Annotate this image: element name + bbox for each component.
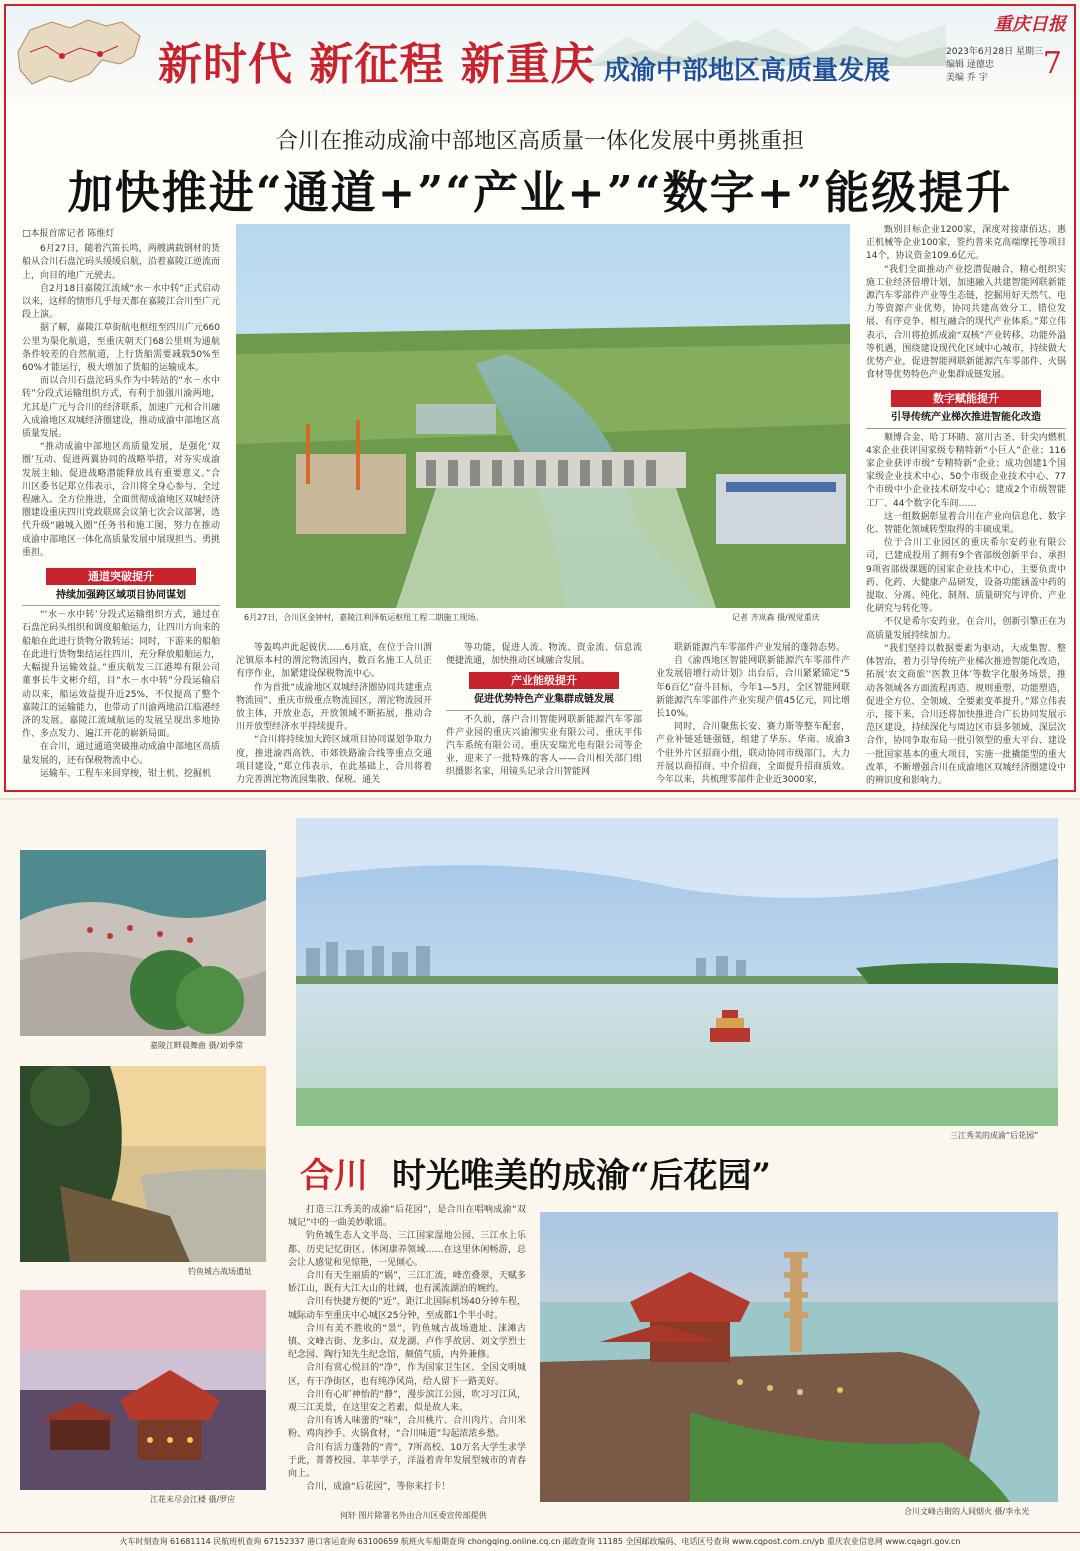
paragraph: 合川有快捷方便的“近”，距江北国际机场40分钟车程，城际动车至重庆中心城区25分钟，至成都1个半小时。 bbox=[288, 1297, 526, 1321]
section-banner: 产业能级提升 bbox=[469, 672, 619, 689]
issue-info bbox=[946, 46, 1043, 85]
paragraph: 作为首批“成渝地区双城经济圈协同共建重点物流园”、重庆市级重点物流园区，渭沱物流园开放主体，开放业态，开放领域不断拓展，推动合川开放型经济水平持续提升。 bbox=[236, 682, 432, 733]
paragraph: 合川有天生丽质的“娲”，三江汇流，峰峦叠翠，天赋多娇江山，既有大江大山的壮阔，也有溪流湖泊的婉约。 bbox=[288, 1271, 526, 1295]
paragraph: 打造三江秀美的成渝“后花园”，是合川在唱响成渝“双城记”中的一曲美妙歌谣。 bbox=[288, 1205, 526, 1229]
section-slogan: 新时代 新征程 新重庆 bbox=[158, 39, 596, 90]
dam-construction-photo bbox=[236, 224, 850, 608]
paragraph: “我们全面推动产业挖潜促融合，精心组织实施工业经济倍增计划，加速融入共建智能网联新能源汽车零部件产业等生态链，挖掘用好天然气、电力等资源产业优势，协同共建高效分工、错位发展、有序竞争、相互融合的现代产业体系。”郑立伟表示，合川将抢抓成渝“双核”产业转移、功能外溢等机遇，围绕建设现代化区域中心城市，持续做大优势产业，促进智能网联新能源汽车零部件、火锅食材等优势特色产业集群成链发展。 bbox=[866, 264, 1066, 381]
photo-caption: 钓鱼城古战场遗址 bbox=[188, 1267, 252, 1276]
section-banner: 通道突破提升 bbox=[46, 568, 196, 585]
paragraph: “我们坚持以数据要素为驱动，大成集智、整体智治，着力引导传统产业梯次推进智能化改造，拓展‘农文商旅’‘医教卫体’等数字化服务场景，推动各领域各方面流程再造、规则重塑、功能塑造，促进全方位、全领域、全要素变革提升。”郑立伟表示，接下来，合川还将加快推进合广长协同发展示范区建设，持续深化与周边区市县多领域、深层次合作，协同争取布局一批引领型的重大平台、建设一批国家基本的重大项目，实施一批撬能型的重大改革，不断增强合川在成渝地区双城经济圈建设中的辨识度和影响力。 bbox=[866, 643, 1066, 786]
photo-credit: 记者 齐岚森 摄/视觉重庆 bbox=[732, 613, 820, 622]
issue-date: 2023年6月28日 星期三 bbox=[946, 47, 1043, 57]
paragraph: 合川有活力蓬勃的“青”，7所高校、10万名大学生求学于此，菁菁校园、莘莘学子，洋溢着青年发展型城市的青春向上。 bbox=[288, 1442, 526, 1480]
paragraph: 不仅是希尔安药业，在合川，创新引擎正在为高质量发展持续加力。 bbox=[866, 617, 1066, 641]
paragraph: “推动成渝中部地区高质量发展，是强化‘双圈’互动、促进两翼协同的战略举措，对夯实成渝发展主轴、促进战略潜能释放具有重要意义。”合川区委书记郑立伟表示，合川将全身心参与、全过程融入、全方位推进，全面贯彻成渝地区双城经济圈建设重庆四川党政联席会议第七次会议部署，选代升级“融城入圈”任务书和施工图，努力在推动成渝中部地区一体化高质量发展中展现担当、勇挑重担。 bbox=[22, 442, 220, 558]
plaza-illustration bbox=[20, 850, 266, 1036]
section-subheading: 持续加强跨区域项目协同谋划 bbox=[22, 587, 220, 606]
river-illustration bbox=[296, 818, 1058, 1126]
article-column-2 bbox=[236, 642, 432, 788]
paragraph: 合川，成渝“后花园”，等你来打卡！ bbox=[306, 1482, 451, 1493]
feature-text-column bbox=[288, 1204, 526, 1508]
photo-caption: 合川文峰古街的人间烟火 摄/李永光 bbox=[904, 1507, 1030, 1516]
paragraph: 等轰鸣声此起彼伏……6月底，在位于合川渭沱镇原本村的渭沱物流园内，数百名施工人员正有序作业，加紧建设保税物流中心。 bbox=[236, 643, 432, 680]
footer-service-info: 火车时刻查询 61681114 民航班机查询 67152337 港口客运查询 63100659 航班火车船期查询 chongqing.online.cq.cn 邮政查询 11185 全国邮政编码、电话区号查询 www.cqpost.com.cn/yb 重庆农业信息网 www.cqagri.gov.cn bbox=[0, 1532, 1080, 1551]
article-column-3 bbox=[446, 642, 642, 788]
feature-headline bbox=[300, 1148, 1060, 1197]
section-subheading: 促进优势特色产业集群成链发展 bbox=[446, 691, 642, 710]
dam-illustration bbox=[236, 224, 850, 608]
cliff-illustration bbox=[20, 1066, 266, 1262]
paragraph: 钓鱼城生态人文半岛、三江国家湿地公园、三江水上乐都、历史记忆街区、休闲康养领域……在这里休闲畅游，总会让人感觉和见惊艳，一见倾心。 bbox=[288, 1231, 526, 1268]
wenfeng-street-photo bbox=[540, 1212, 1058, 1502]
paragraph: 顺博合金、哈丁环睛、富川古圣、针尖内燃机4家企业获评国家级专精特新“小巨人”企业；116家企业获评市级“专精特新”企业；成功创建1个国家级企业技术中心、50个市级企业技术中心、77个市级中小企业技术研发中心；建成2个市级智能工厂、44个数字化车间…… bbox=[866, 432, 1066, 509]
feature-title: 时光唯美的成渝“后花园” bbox=[392, 1156, 772, 1196]
article-kicker: 合川在推动成渝中部地区高质量一体化发展中勇挑重担 bbox=[275, 129, 804, 154]
paragraph: 自2月18日嘉陵江流域“水－水中转”正式启动以来，这样的情形几乎每天都在嘉陵江合川至广元段上演。 bbox=[22, 283, 220, 321]
byline: □本报首席记者 陈维灯 bbox=[22, 229, 115, 239]
paragraph: 甄别目标企业1200家，深度对接康佰达、惠正机械等企业100家，签约普来克高端摩托等项目14个，协议资金109.6亿元。 bbox=[866, 225, 1066, 262]
paragraph: 不久前，落户合川智能网联新能源汽车零部件产业园的重庆兴渝湘实业有限公司、重庆平伟汽车系统有限公司、重庆安瑞光电有限公司等企业，迎来了一批特殊的客人——合川相关部门组织摄影名家，用镜头记录合川智能网 bbox=[446, 714, 642, 778]
photo-caption: 三江秀美的成渝“后花园” bbox=[950, 1131, 1039, 1140]
photo-caption: 江花未尽会江楼 摄/罗应 bbox=[150, 1495, 236, 1504]
paragraph: “合川将持续加大跨区域项目协同谋划争取力度，推进渝西高铁、市郊铁路渝合线等重点交通项目建设，”郑立伟表示，在此基础上，合川将着力完善渭沱物流园集散、保税、通关 bbox=[236, 735, 432, 786]
paragraph: 等功能，促进人流、物流、资金流、信息流便捷流通，加快推动区域融合发展。 bbox=[446, 643, 642, 667]
newspaper-logo: 重庆日报 bbox=[994, 14, 1066, 35]
feature-city: 合川 bbox=[300, 1156, 368, 1196]
paragraph: 合川有美不胜收的“景”，钓鱼城古战场遗址、涞滩古镇、文峰古街、龙多山、双龙湖、卢作孚故居、刘文学烈士纪念园、陶行知先生纪念馆，颇值气质，内外兼修。 bbox=[288, 1323, 526, 1361]
paragraph: 6月27日，随着汽笛长鸣，两艘满载钢材的货船从合川石盘沱码头缓缓启航，沿着嘉陵江逆流而上，向目的地广元驶去。 bbox=[22, 244, 220, 281]
paragraph: 据了解，嘉陵江草街航电枢纽至四川广元660公里为渠化航道，至重庆朝天门68公里则为通航条件较差的自然航道，上行货船需要减载50%至60%才能运行，极大增加了货船的运输成本。 bbox=[22, 323, 220, 374]
paragraph: 这一组数据彰显着合川在产业向信息化、数字化、智能化领域转型取得的丰硕成果。 bbox=[866, 511, 1066, 536]
section-subtitle: 成渝中部地区高质量发展 bbox=[604, 56, 891, 86]
paragraph: 位于合川工业园区的重庆希尔安药业有限公司，已建成投用了拥有9个省部级创新平台、承担9项省部级课题的国家企业技术中心，主要负责中药、化药、大健康产品研发，设备功能涵盖中药的提取、分离、纯化、制剂、质量研究与评价、产业化研究与转化等。 bbox=[866, 538, 1066, 615]
section-banner: 数字赋能提升 bbox=[891, 390, 1041, 407]
paragraph: 合川有心旷神怡的“静”，漫步滨江公园，吹习习江风，观三江美景，在这里安之若素，似是故人来。 bbox=[288, 1389, 526, 1414]
top-article-box bbox=[4, 4, 1076, 792]
article-column-5 bbox=[866, 224, 1066, 788]
paragraph: 合川有诱人味蕾的“味”，合川桃片、合川肉片、合川米粉、鸡肉抄手、火锅食材，“合川味道”勾起浓浓乡愁。 bbox=[288, 1416, 526, 1440]
paragraph: 自《渝西地区智能网联新能源汽车零部件产业发展倍增行动计划》出台后，合川紧紧锚定“5年6百亿”奋斗目标，今年1—5月，全区智能网联新能源汽车零部件产业实现产值45亿元，同比增长10%。 bbox=[656, 656, 850, 720]
section-divider bbox=[0, 796, 1080, 802]
river-pavilion-photo bbox=[20, 1290, 266, 1490]
three-rivers-photo bbox=[296, 818, 1058, 1126]
paragraph: 联新能源汽车零部件产业发展的蓬勃态势。 bbox=[674, 643, 846, 653]
morning-dance-photo bbox=[20, 850, 266, 1036]
paragraph: 同时，合川聚焦长安、赛力斯等整车配套，产业补链延链强链，组建了华东、华南、成渝3个驻外片区招商小组，联动协同市级部门，大力开展以商招商、中介招商，全面提升招商质效。今年以来，共梳理零部件企业近3000家， bbox=[656, 722, 850, 786]
masthead bbox=[6, 6, 1074, 102]
photo-caption: 6月27日，合川区金钟村，嘉陵江利泽航运枢纽工程二期施工现场。 bbox=[244, 613, 484, 622]
fishing-city-photo bbox=[20, 1066, 266, 1262]
article-headline: 加快推进“通道+”“产业+”“数字+”能级提升 bbox=[67, 166, 1013, 219]
article-column-4 bbox=[656, 642, 850, 788]
paragraph: 合川有赏心悦目的“净”，作为国家卫生区、全国文明城区，有干净街区，也有纯净风尚，给人留下一路美好。 bbox=[288, 1363, 526, 1387]
photo-caption: 嘉陵江畔晨舞曲 摄/刘季常 bbox=[150, 1041, 244, 1050]
paragraph: 而以合川石盘沱码头作为中转站的“水－水中转”分段式运输组织方式，有利于加强川渝两地，尤其是广元与合川的经济联系，加速广元和合川融入成渝地区双城经济圈建设，推动成渝中部地区高质量发展。 bbox=[22, 376, 220, 440]
paragraph: 运输车、工程车来回穿梭，钳土机、挖掘机 bbox=[40, 768, 212, 779]
feature-credit: 何轩 图片除署名外由合川区委宣传部提供 bbox=[340, 1511, 487, 1520]
editor-credit: 编辑 逯德忠 bbox=[946, 60, 994, 70]
paragraph: 在合川，通过通道突破推动成渝中部地区高质量发展的，还有保税物流中心。 bbox=[22, 742, 220, 766]
pavilion-illustration bbox=[20, 1290, 266, 1490]
designer-credit: 美编 乔 宇 bbox=[946, 73, 988, 83]
article-column-1 bbox=[22, 228, 220, 788]
map-icon bbox=[10, 12, 150, 96]
section-subheading: 引导传统产业梯次推进智能化改造 bbox=[866, 409, 1066, 428]
page-number: 7 bbox=[1042, 46, 1062, 81]
pagoda-illustration bbox=[540, 1212, 1058, 1502]
paragraph: “‘水－水中转’分段式运输组织方式，通过在石盘沱码头组织和调度船舶运力，让四川方向来的船舶在此进行货物分散转运；同时，下游来的船舶在此进行货物集结运往四川，充分释放船舶运力，大幅提升运输效益。”重庆航发三江港埠有限公司董事长牛文彬介绍，目“水－水中转”分段运输启动以来，船运效益提升近25%，不仅提高了整个嘉陵江的运输能力，也带动了川渝两地沿江临港经济的发展。嘉陵江流域航运的发展呈现出多地协作、多点发力、遍江开花的崭新局面。 bbox=[22, 610, 220, 740]
